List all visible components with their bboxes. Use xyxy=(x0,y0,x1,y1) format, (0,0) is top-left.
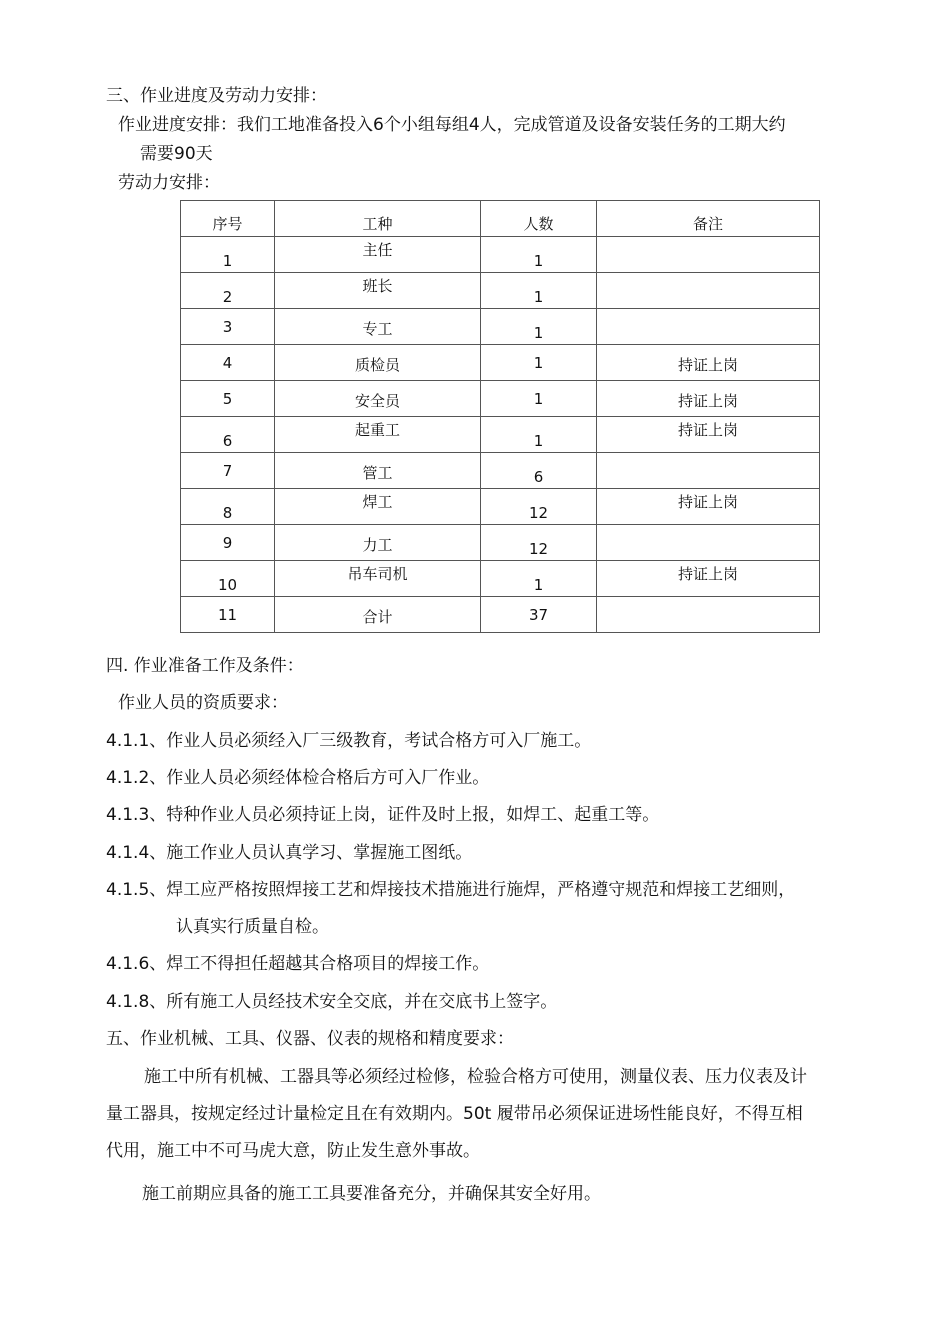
row-count: 1 xyxy=(533,252,544,270)
header-note: 备注 xyxy=(692,215,723,233)
table-row xyxy=(181,381,820,417)
table-row xyxy=(181,561,820,597)
section5-paragraph-line1: 施工中所有机械、工器具等必须经过检修，检验合格方可使用，测量仪表、压力仪表及计 xyxy=(144,1067,807,1087)
row-note: 持证上岗 xyxy=(677,565,738,583)
row-type: 合计 xyxy=(362,608,393,626)
row-type: 管工 xyxy=(362,464,393,482)
row-type: 力工 xyxy=(362,536,393,554)
section4-heading: 四. 作业准备工作及条件： xyxy=(106,656,304,676)
table-row xyxy=(181,237,820,273)
row-type: 主任 xyxy=(362,241,393,259)
list-item: 4.1.5、焊工应严格按照焊接工艺和焊接技术措施进行施焊，严格遵守规范和焊接工艺细则， xyxy=(106,880,796,900)
list-item: 4.1.6、焊工不得担任超越其合格项目的焊接工作。 xyxy=(106,954,490,974)
row-note: 持证上岗 xyxy=(677,356,738,374)
row-count: 1 xyxy=(533,432,544,450)
row-note: 持证上岗 xyxy=(677,392,738,410)
table-row xyxy=(181,309,820,345)
row-no: 10 xyxy=(217,576,238,594)
table-header-row xyxy=(181,201,820,237)
labor-label: 劳动力安排： xyxy=(118,173,220,193)
row-no: 6 xyxy=(222,432,233,450)
row-count: 1 xyxy=(533,576,544,594)
header-type: 工种 xyxy=(362,215,393,233)
row-type: 焊工 xyxy=(362,493,393,511)
row-no: 4 xyxy=(222,354,233,372)
list-item-continuation: 认真实行质量自检。 xyxy=(176,917,329,937)
row-count: 12 xyxy=(528,504,549,522)
row-note: 持证上岗 xyxy=(677,421,738,439)
row-no: 1 xyxy=(222,252,233,270)
row-no: 7 xyxy=(222,462,233,480)
list-item: 4.1.3、特种作业人员必须持证上岗，证件及时上报，如焊工、起重工等。 xyxy=(106,805,660,825)
labor-table xyxy=(180,200,820,633)
row-no: 3 xyxy=(222,318,233,336)
table-row xyxy=(181,417,820,453)
row-no: 2 xyxy=(222,288,233,306)
row-type: 安全员 xyxy=(354,392,400,410)
section5-heading: 五、作业机械、工具、仪器、仪表的规格和精度要求： xyxy=(106,1029,514,1049)
section5-paragraph2: 施工前期应具备的施工工具要准备充分，并确保其安全好用。 xyxy=(142,1184,601,1204)
table-row xyxy=(181,273,820,309)
section5-paragraph-line2: 量工器具，按规定经过计量检定且在有效期内。50t 履带吊必须保证进场性能良好，不得互相 xyxy=(106,1104,803,1124)
table-row xyxy=(181,489,820,525)
row-count: 37 xyxy=(528,606,549,624)
table-row xyxy=(181,345,820,381)
section5-paragraph-line3: 代用，施工中不可马虎大意，防止发生意外事故。 xyxy=(106,1141,480,1161)
row-count: 1 xyxy=(533,288,544,306)
row-no: 11 xyxy=(217,606,238,624)
list-item: 4.1.1、作业人员必须经入厂三级教育，考试合格方可入厂施工。 xyxy=(106,731,592,751)
schedule-text-line1: 作业进度安排：我们工地准备投入6个小组每组4人，完成管道及设备安装任务的工期大约 xyxy=(118,115,786,135)
row-no: 9 xyxy=(222,534,233,552)
row-type: 专工 xyxy=(362,320,393,338)
row-no: 8 xyxy=(222,504,233,522)
table-row xyxy=(181,453,820,489)
row-no: 5 xyxy=(222,390,233,408)
section3-heading: 三、作业进度及劳动力安排： xyxy=(106,86,327,106)
table-row xyxy=(181,525,820,561)
list-item: 4.1.4、施工作业人员认真学习、掌握施工图纸。 xyxy=(106,843,473,863)
row-type: 质检员 xyxy=(354,356,400,374)
row-note: 持证上岗 xyxy=(677,493,738,511)
table-row xyxy=(181,597,820,633)
row-count: 1 xyxy=(533,324,544,342)
list-item: 4.1.2、作业人员必须经体检合格后方可入厂作业。 xyxy=(106,768,490,788)
row-type: 吊车司机 xyxy=(347,565,408,583)
row-count: 1 xyxy=(533,390,544,408)
qualification-label: 作业人员的资质要求： xyxy=(118,693,288,713)
header-no: 序号 xyxy=(212,215,243,233)
row-type: 起重工 xyxy=(354,421,400,439)
list-item: 4.1.8、所有施工人员经技术安全交底，并在交底书上签字。 xyxy=(106,992,558,1012)
schedule-text-line2: 需要90天 xyxy=(140,144,213,164)
header-count: 人数 xyxy=(523,215,554,233)
row-count: 12 xyxy=(528,540,549,558)
row-type: 班长 xyxy=(362,277,393,295)
row-count: 6 xyxy=(533,468,544,486)
row-count: 1 xyxy=(533,354,544,372)
